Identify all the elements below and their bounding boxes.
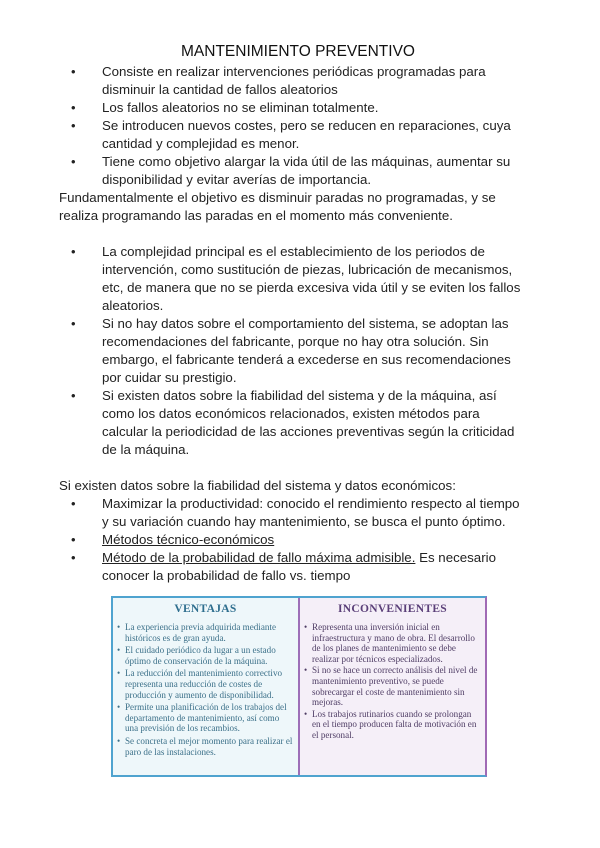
inconvenientes-column [300, 598, 485, 775]
ventajas-column [113, 598, 300, 775]
page-title: MANTENIMIENTO PREVENTIVO [181, 43, 415, 60]
list-item: • Si no hay datos sobre el comportamiento del sistema, se adoptan las recomendaciones del fabricante, porque no hay otra solución. Sin embargo, el fabricante tenderá a excederse en sus recomendaciones por cuidar su prestigio. [59, 315, 529, 387]
list-item: • Los fallos aleatorios no se eliminan totalmente. [59, 99, 529, 117]
ventaja-item: • La reducción del mantenimiento correctivo representa una reducción de costes de producción y aumento de disponibilidad. [113, 668, 294, 700]
list-item: • Si existen datos sobre la fiabilidad del sistema y de la máquina, así como los datos económicos relacionados, existen métodos para calcular la periodicidad de las acciones preventivas según la criticidad de la máquina. [59, 387, 529, 459]
list-item: • Consiste en realizar intervenciones periódicas programadas para disminuir la cantidad de fallos aleatorios [59, 63, 529, 99]
bullet-list-complexity [59, 243, 529, 459]
list-item: • Tiene como objetivo alargar la vida útil de las máquinas, aumentar su disponibilidad y evitar averías de importancia. [59, 153, 529, 189]
ventaja-item: • El cuidado periódico da lugar a un estado óptimo de conservación de la máquina. [113, 645, 294, 666]
ventaja-item: • La experiencia previa adquirida mediante históricos es de gran ayuda. [113, 622, 294, 643]
list-item [59, 531, 529, 549]
bullet-list-intro [59, 63, 529, 189]
ventaja-item: • Permite una planificación de los trabajos del departamento de mantenimiento, así como una previsión de los recambios. [113, 702, 294, 734]
ventaja-item: • Se concreta el mejor momento para realizar el paro de las instalaciones. [113, 736, 294, 757]
method-description: Es necesario conocer la probabilidad de fallo vs. tiempo [102, 550, 496, 583]
ventajas-header: VENTAJAS [174, 603, 237, 615]
list-item [59, 549, 529, 585]
list-item: • Maximizar la productividad: conocido el rendimiento respecto al tiempo y su variación cuando hay mantenimiento, se busca el punto óptimo. [59, 495, 529, 531]
list-item: • Se introducen nuevos costes, pero se reducen en reparaciones, cuya cantidad y complejidad es menor. [59, 117, 529, 153]
pros-cons-table [111, 596, 487, 777]
method-link-max-failure-probability: Método de la probabilidad de fallo máxima admisible. [102, 550, 416, 565]
method-link-technical-economic: Métodos técnico-económicos [102, 532, 275, 547]
paragraph-reliability-data: Si existen datos sobre la fiabilidad del sistema y datos económicos: [59, 478, 456, 493]
inconveniente-item: • Representa una inversión inicial en infraestructura y mano de obra. El desarrollo de los planes de mantenimiento se debe realizar por técnicos especializados. [300, 622, 481, 664]
inconveniente-item: • Los trabajos rutinarios cuando se prolongan en el tiempo producen falta de motivación en el personal. [300, 709, 481, 741]
paragraph-objective: Fundamentalmente el objetivo es disminuir paradas no programadas, y se realiza programando las paradas en el momento más conveniente. [59, 190, 496, 223]
inconveniente-item: • Si no se hace un correcto análisis del nivel de mantenimiento preventivo, se puede sobrecargar el coste de mantenimiento sin mejoras. [300, 665, 481, 707]
inconvenientes-header: INCONVENIENTES [337, 603, 447, 615]
list-item: • La complejidad principal es el establecimiento de los periodos de intervención, como sustitución de piezas, lubricación de mecanismos, etc, de manera que no se pierda excesiva vida útil y se eviten los fallos aleatorios. [59, 243, 529, 315]
bullet-list-methods [59, 495, 529, 585]
